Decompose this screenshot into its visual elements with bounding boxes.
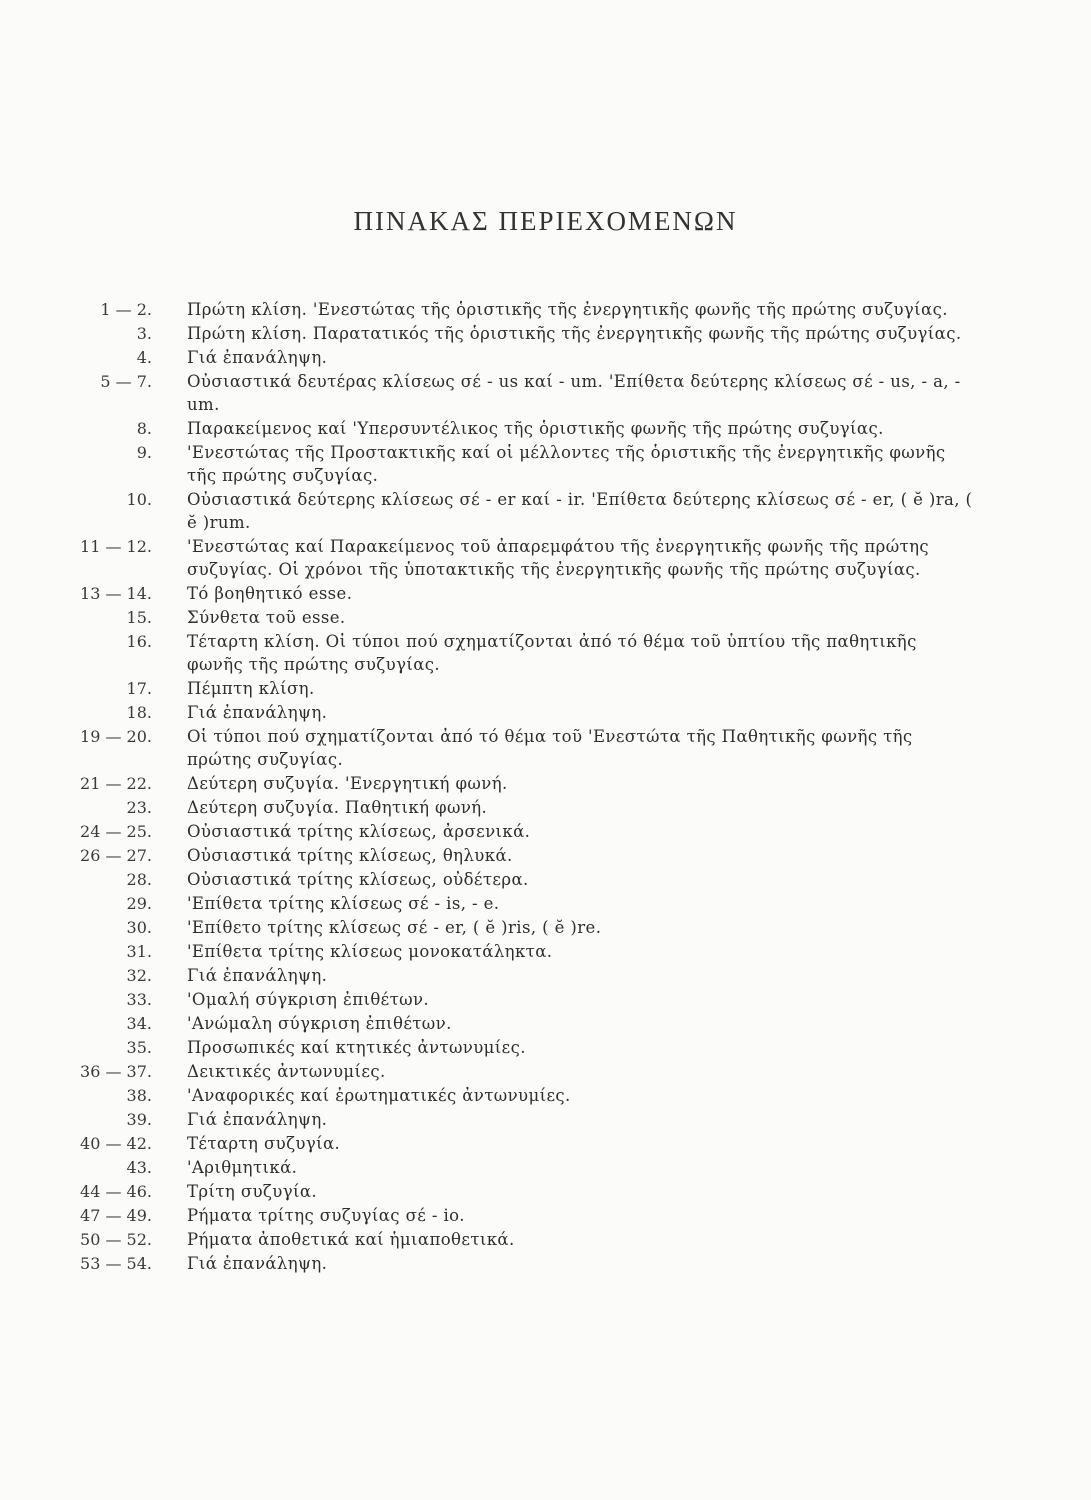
toc-entry-number: 23. <box>126 798 152 817</box>
toc-entry <box>40 1156 1050 1179</box>
toc-entry <box>40 370 1050 416</box>
toc-entry-number: 28. <box>126 870 152 889</box>
toc-entry-number: 29. <box>126 894 152 913</box>
toc-entry-number: 10. <box>126 490 152 509</box>
toc-entry-text: Γιά ἐπανάληψη. <box>187 1254 328 1273</box>
toc-entry-text: 'Αριθμητικά. <box>187 1158 298 1177</box>
toc-entry <box>40 772 1050 795</box>
toc-entry-number: 39. <box>126 1110 152 1129</box>
toc-entry-text: Τέταρτη κλίση. Οἱ τύποι πού σχηματίζονται ἀπό τό θέμα τοῦ ὑπτίου τῆς παθητικῆς φωνῆς τῆς πρώτης συζυγίας. <box>187 632 917 674</box>
toc-entry-number: 34. <box>126 1014 152 1033</box>
toc-entry-number: 35. <box>126 1038 152 1057</box>
toc-entry <box>40 701 1050 724</box>
toc-entry <box>40 1180 1050 1203</box>
toc-entry-text: 'Επίθετο τρίτης κλίσεως σέ - er, ( ĕ )ris, ( ĕ )re. <box>187 918 602 937</box>
page-title: ΠΙΝΑΚΑΣ ΠΕΡΙΕΧΟΜΕΝΩΝ <box>353 206 738 236</box>
toc-entry <box>40 322 1050 345</box>
toc-entry-number: 31. <box>126 942 152 961</box>
toc-entry <box>40 820 1050 843</box>
toc-entry-text: Γιά ἐπανάληψη. <box>187 1110 328 1129</box>
toc-entry-number: 18. <box>126 703 152 722</box>
toc-entry-number: 50 — 52. <box>80 1230 152 1249</box>
toc-entry-number: 32. <box>126 966 152 985</box>
toc-entry-number: 3. <box>136 324 152 343</box>
toc-entry-number: 47 — 49. <box>80 1206 152 1225</box>
toc-entry-number: 16. <box>126 632 152 651</box>
toc-entry <box>40 1036 1050 1059</box>
toc-entry-number: 26 — 27. <box>80 846 152 865</box>
toc-entry-text: Παρακείμενος καί 'Υπερσυντέλικος τῆς ὁριστικῆς φωνῆς τῆς πρώτης συζυγίας. <box>187 419 884 438</box>
toc-entry-number: 38. <box>126 1086 152 1105</box>
toc-entry <box>40 1060 1050 1083</box>
toc-entry <box>40 940 1050 963</box>
toc-entry <box>40 892 1050 915</box>
toc-entry <box>40 606 1050 629</box>
toc-entry-text: Γιά ἐπανάληψη. <box>187 348 328 367</box>
toc-entry <box>40 1252 1050 1275</box>
toc-entry <box>40 1204 1050 1227</box>
toc-entry <box>40 535 1050 581</box>
toc-entry-text: Πέμπτη κλίση. <box>187 679 315 698</box>
toc-entry-number: 4. <box>136 348 152 367</box>
toc-entry-text: Γιά ἐπανάληψη. <box>187 703 328 722</box>
toc-entry-number: 11 — 12. <box>80 537 152 556</box>
toc-entry-text: Προσωπικές καί κτητικές ἀντωνυμίες. <box>187 1038 526 1057</box>
toc-entry-text: 'Αναφορικές καί ἐρωτηματικές ἀντωνυμίες. <box>187 1086 571 1105</box>
toc-entry-text: 'Ομαλή σύγκριση ἐπιθέτων. <box>187 990 430 1009</box>
toc-entry-text: Ρήματα τρίτης συζυγίας σέ - io. <box>187 1206 465 1225</box>
toc-entry <box>40 725 1050 771</box>
toc-entry-number: 30. <box>126 918 152 937</box>
toc-entry <box>40 1084 1050 1107</box>
toc-entry-number: 19 — 20. <box>80 727 152 746</box>
toc-entry <box>40 488 1050 534</box>
toc-entry-text: 'Ενεστώτας τῆς Προστακτικῆς καί οἱ μέλλοντες τῆς ὁριστικῆς τῆς ἐνεργητικῆς φωνῆς τῆς πρώτης συζυγίας. <box>187 443 946 485</box>
toc-entry-number: 40 — 42. <box>80 1134 152 1153</box>
toc-entry-text: Πρώτη κλίση. 'Ενεστώτας τῆς ὁριστικῆς τῆς ἐνεργητικῆς φωνῆς τῆς πρώτης συζυγίας. <box>187 300 948 319</box>
toc-entry-number: 17. <box>126 679 152 698</box>
toc-entry-number: 24 — 25. <box>80 822 152 841</box>
toc-entry <box>40 964 1050 987</box>
toc-entry-text: 'Επίθετα τρίτης κλίσεως σέ - is, - e. <box>187 894 500 913</box>
toc-entry-number: 43. <box>126 1158 152 1177</box>
toc-entry-text: 'Ενεστώτας καί Παρακείμενος τοῦ ἀπαρεμφάτου τῆς ἐνεργητικῆς φωνῆς τῆς πρώτης συζυγίας. Οἱ χρόνοι τῆς ὑποτακτικῆς τῆς ἐνεργητικῆς φωνῆς τῆς πρώτης συζυγίας. <box>187 537 930 579</box>
toc-entry <box>40 988 1050 1011</box>
toc-entry <box>40 1012 1050 1035</box>
toc-entry-text: Δεύτερη συζυγία. 'Ενεργητική φωνή. <box>187 774 508 793</box>
toc-entry-text: Δεικτικές ἀντωνυμίες. <box>187 1062 386 1081</box>
toc-entry <box>40 582 1050 605</box>
toc-entry <box>40 796 1050 819</box>
toc-entry <box>40 417 1050 440</box>
toc-entry-text: Οὐσιαστικά δεύτερης κλίσεως σέ - er καί - ir. 'Επίθετα δεύτερης κλίσεως σέ - er, ( ĕ )ra, ( ĕ )rum. <box>187 490 973 532</box>
toc-entry-number: 5 — 7. <box>100 372 152 391</box>
toc-entry-text: 'Ανώμαλη σύγκριση ἐπιθέτων. <box>187 1014 452 1033</box>
toc-entry-number: 15. <box>126 608 152 627</box>
toc-entry-text: Οὐσιαστικά τρίτης κλίσεως, ἀρσενικά. <box>187 822 531 841</box>
toc-entry-text: 'Επίθετα τρίτης κλίσεως μονοκατάληκτα. <box>187 942 553 961</box>
toc-entry-text: Οἱ τύποι πού σχηματίζονται ἀπό τό θέμα τοῦ 'Ενεστώτα τῆς Παθητικῆς φωνῆς τῆς πρώτης συζυγίας. <box>187 727 913 769</box>
toc-entry-number: 1 — 2. <box>100 300 152 319</box>
toc-entry-text: Σύνθετα τοῦ esse. <box>187 608 346 627</box>
toc-entry <box>40 844 1050 867</box>
toc-entry <box>40 346 1050 369</box>
toc-entry <box>40 868 1050 891</box>
toc-entry-number: 53 — 54. <box>80 1254 152 1273</box>
toc-entry-number: 44 — 46. <box>80 1182 152 1201</box>
toc-entry <box>40 630 1050 676</box>
toc-entry <box>40 916 1050 939</box>
toc-entry <box>40 1108 1050 1131</box>
toc-entry-number: 36 — 37. <box>80 1062 152 1081</box>
toc-entry <box>40 441 1050 487</box>
toc-entry-text: Οὐσιαστικά δευτέρας κλίσεως σέ - us καί - um. 'Επίθετα δεύτερης κλίσεως σέ - us, - a, - um. <box>187 372 961 414</box>
toc-entry-text: Τρίτη συζυγία. <box>187 1182 318 1201</box>
toc-entry-text: Οὐσιαστικά τρίτης κλίσεως, οὐδέτερα. <box>187 870 529 889</box>
toc-entry-number: 33. <box>126 990 152 1009</box>
toc-entry-text: Δεύτερη συζυγία. Παθητική φωνή. <box>187 798 488 817</box>
toc-entry <box>40 1228 1050 1251</box>
toc-entry-number: 21 — 22. <box>80 774 152 793</box>
toc-entry-text: Τό βοηθητικό esse. <box>187 584 353 603</box>
toc-entry-text: Πρώτη κλίση. Παρατατικός τῆς ὁριστικῆς τῆς ἐνεργητικῆς φωνῆς τῆς πρώτης συζυγίας. <box>187 324 962 343</box>
toc-entry-number: 9. <box>136 443 152 462</box>
toc-entry <box>40 677 1050 700</box>
toc-entry-text: Οὐσιαστικά τρίτης κλίσεως, θηλυκά. <box>187 846 513 865</box>
toc-entry <box>40 298 1050 321</box>
toc-entry-text: Γιά ἐπανάληψη. <box>187 966 328 985</box>
toc-entry-text: Τέταρτη συζυγία. <box>187 1134 341 1153</box>
toc-entry-number: 13 — 14. <box>80 584 152 603</box>
table-of-contents <box>40 298 1050 1276</box>
toc-entry-text: Ρήματα ἀποθετικά καί ἡμιαποθετικά. <box>187 1230 515 1249</box>
toc-entry <box>40 1132 1050 1155</box>
toc-entry-number: 8. <box>136 419 152 438</box>
